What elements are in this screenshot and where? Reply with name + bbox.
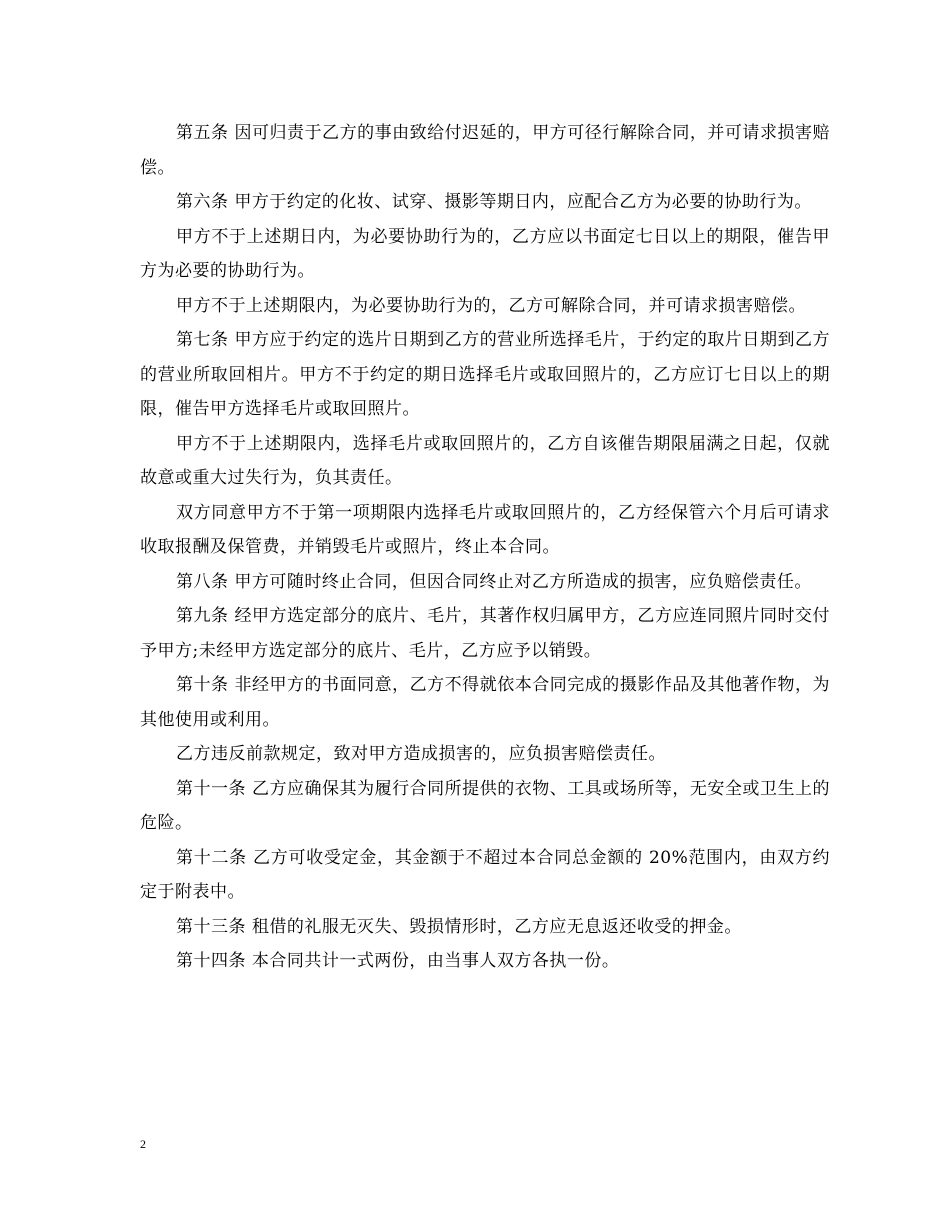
paragraph-article-7: 第七条 甲方应于约定的选片日期到乙方的营业所选择毛片，于约定的取片日期到乙方的营业所取回相片。甲方不于约定的期日选择毛片或取回照片的，乙方应订七日以上的期限，催告甲方选择毛片或取回照片。 xyxy=(140,330,830,419)
paragraph-article-10: 第十条 非经甲方的书面同意，乙方不得就依本合同完成的摄影作品及其他著作物，为其他使用或利用。 xyxy=(140,675,830,730)
page-number: 2 xyxy=(140,1137,146,1151)
paragraph-article-6: 第六条 甲方于约定的化妆、试穿、摄影等期日内，应配合乙方为必要的协助行为。 xyxy=(176,192,812,212)
paragraph-article-11: 第十一条 乙方应确保其为履行合同所提供的衣物、工具或场所等，无安全或卫生上的危险。 xyxy=(140,778,830,833)
paragraph-article-5: 第五条 因可归责于乙方的事由致给付迟延的，甲方可径行解除合同，并可请求损害赔偿。 xyxy=(140,123,830,178)
paragraph-article-8: 第八条 甲方可随时终止合同，但因合同终止对乙方所造成的损害，应负赔偿责任。 xyxy=(176,571,812,592)
paragraph-article-10-clause-2: 乙方违反前款规定，致对甲方造成损害的，应负损害赔偿责任。 xyxy=(176,744,666,764)
paragraph-article-13: 第十三条 租借的礼服无灭失、毁损情形时，乙方应无息返还收受的押金。 xyxy=(176,916,742,937)
paragraph-article-6-clause-3: 甲方不于上述期限内，为必要协助行为的，乙方可解除合同，并可请求损害赔偿。 xyxy=(176,295,806,316)
paragraph-article-7-clause-2: 甲方不于上述期限内，选择毛片或取回照片的，乙方自该催告期限届满之日起，仅就故意或重大过失行为，负其责任。 xyxy=(140,433,830,488)
paragraph-article-14: 第十四条 本合同共计一式两份，由当事人双方各执一份。 xyxy=(176,951,620,971)
paragraph-article-12: 第十二条 乙方可收受定金，其金额于不超过本合同总金额的 20%范围内，由双方约定于附表中。 xyxy=(140,847,830,902)
paragraph-article-6-clause-2: 甲方不于上述期日内，为必要协助行为的，乙方应以书面定七日以上的期限，催告甲方为必要的协助行为。 xyxy=(140,226,830,281)
paragraph-article-9: 第九条 经甲方选定部分的底片、毛片，其著作权归属甲方，乙方应连同照片同时交付予甲方;未经甲方选定部分的底片、毛片，乙方应予以销毁。 xyxy=(140,606,830,661)
document-body xyxy=(140,116,830,979)
paragraph-article-7-clause-3: 双方同意甲方不于第一项期限内选择毛片或取回照片的，乙方经保管六个月后可请求收取报酬及保管费，并销毁毛片或照片，终止本合同。 xyxy=(140,502,830,557)
